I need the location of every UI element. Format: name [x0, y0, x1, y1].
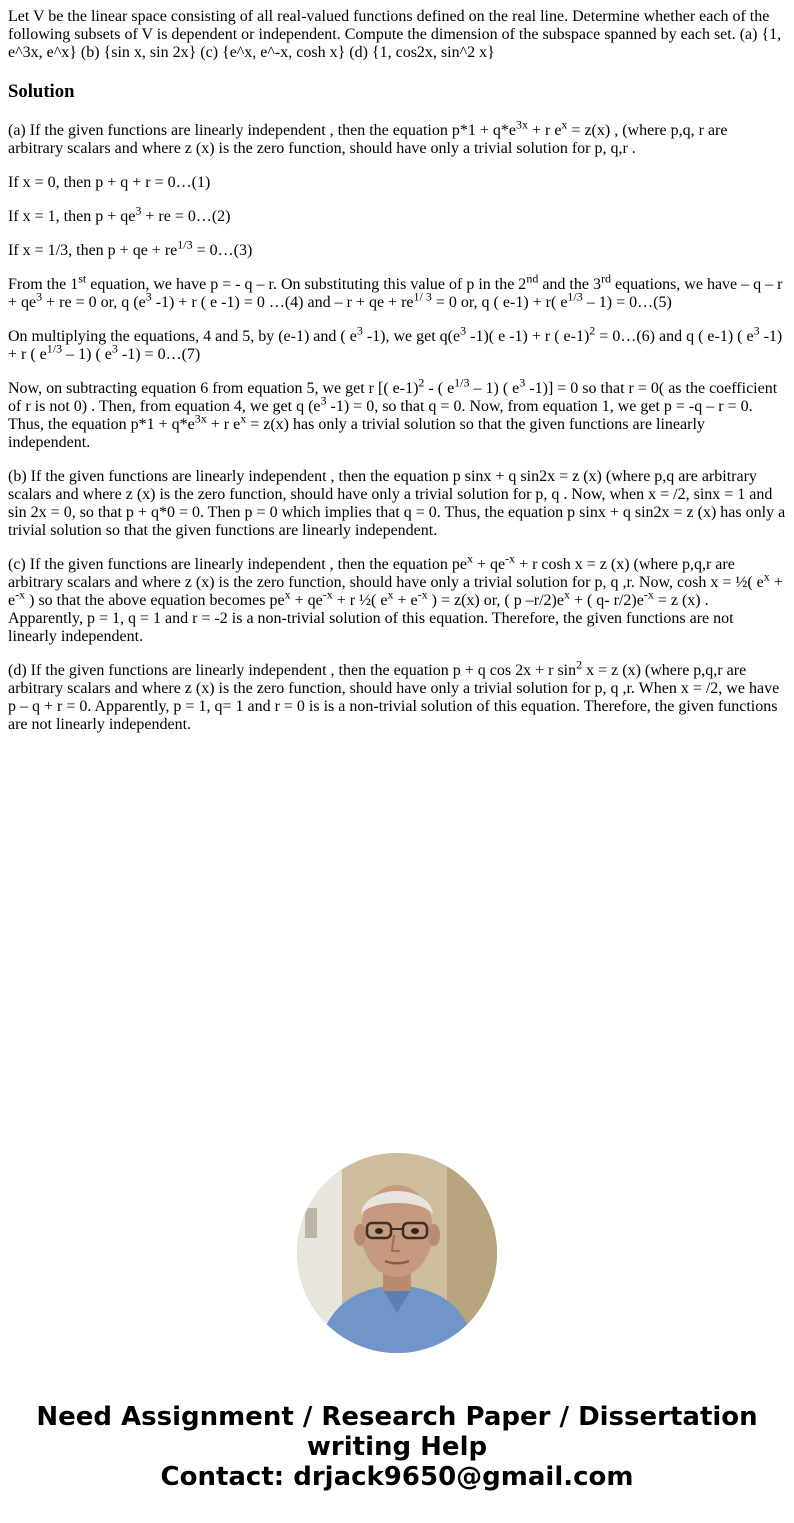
text-segment: - ( e	[424, 380, 455, 397]
superscript: 1/3	[46, 341, 63, 356]
text-segment: -1) = 0…(7)	[117, 346, 201, 363]
part-c	[8, 551, 786, 646]
part-a-step2	[8, 323, 786, 364]
superscript: x	[466, 551, 473, 566]
superscript: 3	[36, 289, 43, 304]
text-segment: = 0…(6) and q ( e-1) ( e	[595, 328, 754, 345]
text-segment: -1) = 0, so that q = 0. Now, from equation 1, we get p = -q – r = 0. Thus, the equation p*1 + q*e	[8, 398, 753, 433]
text-segment: = 0 or, q ( e-1) + r( e	[431, 294, 568, 311]
text-segment: If x = 1/3, then p + qe + re	[8, 242, 178, 259]
part-a-step1	[8, 271, 786, 312]
text-segment: + r cosh x = z (x) (where p,q,r are arbitrary scalars and where z (x) is the zero function, should have only a trivial solution for p, q ,r. Now, cosh x = ½( e	[8, 556, 764, 591]
text-segment: – 1) = 0…(5)	[582, 294, 672, 311]
text-segment: -1)] = 0 so that r = 0( as the coefficient of r is not 0) . Then, from equation 4, we get q (e	[8, 380, 778, 415]
text-segment: (d) If the given functions are linearly independent , then the equation p + q cos 2x + r sin	[8, 662, 577, 679]
text-segment: + re = 0…(2)	[141, 208, 231, 225]
text-segment: On multiplying the equations, 4 and 5, by (e-1) and ( e	[8, 328, 357, 345]
superscript: x	[284, 587, 291, 602]
part-a-eq2	[8, 203, 786, 226]
superscript: st	[78, 271, 87, 286]
superscript: 1/3	[454, 375, 470, 390]
superscript: 3x	[194, 411, 207, 426]
footer-promo	[0, 1402, 794, 1492]
text-segment: equation, we have p = - q – r. On substituting this value of p in the 2	[86, 276, 527, 293]
text-segment: + qe	[472, 556, 506, 573]
part-a-intro	[8, 117, 786, 158]
text-segment: + ( q- r/2)e	[569, 592, 644, 609]
text-segment: + r ½( e	[332, 592, 388, 609]
superscript: -x	[15, 587, 26, 602]
footer-line-1: Need Assignment / Research Paper / Dissertation	[36, 1402, 758, 1432]
superscript: 1/3	[177, 237, 193, 252]
superscript: x	[387, 587, 394, 602]
text-segment: -1) + r ( e -1) = 0 …(4) and – r + qe + re	[151, 294, 414, 311]
superscript: 2	[418, 375, 425, 390]
superscript: x	[563, 587, 570, 602]
solution-document	[8, 8, 786, 750]
superscript: nd	[526, 271, 539, 286]
text-segment: ) = z(x) or, ( p –r/2)e	[427, 592, 564, 609]
part-a-step3	[8, 375, 786, 452]
text-segment: + re = 0 or, q (e	[42, 294, 146, 311]
text-segment: -1)( e -1) + r ( e-1)	[466, 328, 590, 345]
part-d	[8, 657, 786, 734]
superscript: 3	[519, 375, 526, 390]
text-segment: (c) If the given functions are linearly independent , then the equation pe	[8, 556, 467, 573]
text-segment: ) so that the above equation becomes pe	[25, 592, 285, 609]
text-segment: + e	[393, 592, 418, 609]
superscript: 3	[111, 341, 118, 356]
superscript: x	[763, 569, 770, 584]
author-avatar	[297, 1153, 497, 1353]
text-segment: + qe	[290, 592, 323, 609]
text-segment: -1) + r ( e	[8, 328, 783, 363]
text-segment: (a) If the given functions are linearly independent , then the equation p*1 + q*e	[8, 122, 516, 139]
text-segment: x = z (x) (where p,q,r are arbitrary scalars and where z (x) is the zero function, should have only a trivial solution for p, q ,r. When x = /2, we have p – q + r = 0. Apparently, p = 1, q= 1 and r = 0 is is a non-trivial solution of this equation. Therefore, the given functions are not linearly independent.	[8, 662, 780, 733]
text-segment: = 0…(3)	[192, 242, 253, 259]
part-a-eq1: If x = 0, then p + q + r = 0…(1)	[8, 174, 211, 191]
question-text: Let V be the linear space consisting of all real-valued functions defined on the real line. Determine whether each of the following subsets of V is dependent or independent. Compute the dimension of the subspace spanned by each set. (a) {1, e^3x, e^x} (b) {sin x, sin 2x} (c) {e^x, e^-x, cosh x} (d) {1, cos2x, sin^2 x}	[8, 8, 782, 61]
solution-heading: Solution	[8, 81, 75, 102]
superscript: -x	[322, 587, 333, 602]
part-a-eq3	[8, 237, 786, 260]
superscript: 3	[135, 203, 142, 218]
superscript: 3	[356, 323, 363, 338]
text-segment: + r e	[527, 122, 562, 139]
part-b: (b) If the given functions are linearly independent , then the equation p sinx + q sin2x = z (x) (where p,q are arbitrary scalars and where z (x) is the zero function, should have only a trivial solution for p, q . Now, when x = /2, sinx = 1 and sin 2x = 0, so that p + q*0 = 0. Then p = 0 which implies that q = 0. Thus, the equation p sinx + q sin2x = z (x) has only a trivial solution so that the given functions are linearly independent.	[8, 468, 786, 539]
superscript: -x	[643, 587, 654, 602]
text-segment: – 1) ( e	[469, 380, 520, 397]
text-segment: + r e	[206, 416, 241, 433]
text-segment: = z(x) has only a trivial solution so that the given functions are linearly independent.	[8, 416, 705, 451]
text-segment: If x = 1, then p + qe	[8, 208, 136, 225]
superscript: 3	[460, 323, 467, 338]
text-segment: Now, on subtracting equation 6 from equation 5, we get r [( e-1)	[8, 380, 419, 397]
text-segment: = z (x) . Apparently, p = 1, q = 1 and r = -2 is a non-trivial solution of this equation. Therefore, the given functions are not linearly independent.	[8, 592, 734, 645]
superscript: 3x	[515, 117, 528, 132]
superscript: rd	[600, 271, 611, 286]
text-segment: = z(x) , (where p,q, r are arbitrary scalars and where z (x) is the zero function, should have only a trivial solution for p, q,r .	[8, 122, 728, 157]
superscript: -x	[417, 587, 428, 602]
superscript: x	[561, 117, 568, 132]
superscript: -x	[505, 551, 516, 566]
text-segment: equations, we have – q – r + qe	[8, 276, 783, 311]
footer-line-2: writing Help	[306, 1432, 488, 1462]
text-segment: -1), we get q(e	[362, 328, 461, 345]
superscript: 3	[320, 393, 327, 408]
text-segment: + e	[8, 574, 783, 609]
superscript: 1/3	[567, 289, 583, 304]
superscript: 2	[576, 657, 583, 672]
text-segment: From the 1	[8, 276, 79, 293]
superscript: 1/ 3	[413, 289, 432, 304]
author-portrait-image	[297, 1153, 497, 1353]
superscript: 2	[589, 323, 596, 338]
footer-line-3: Contact: drjack9650@gmail.com	[160, 1462, 634, 1492]
superscript: 3	[753, 323, 760, 338]
text-segment: and the 3	[538, 276, 601, 293]
superscript: 3	[145, 289, 152, 304]
superscript: x	[240, 411, 247, 426]
text-segment: – 1) ( e	[62, 346, 112, 363]
